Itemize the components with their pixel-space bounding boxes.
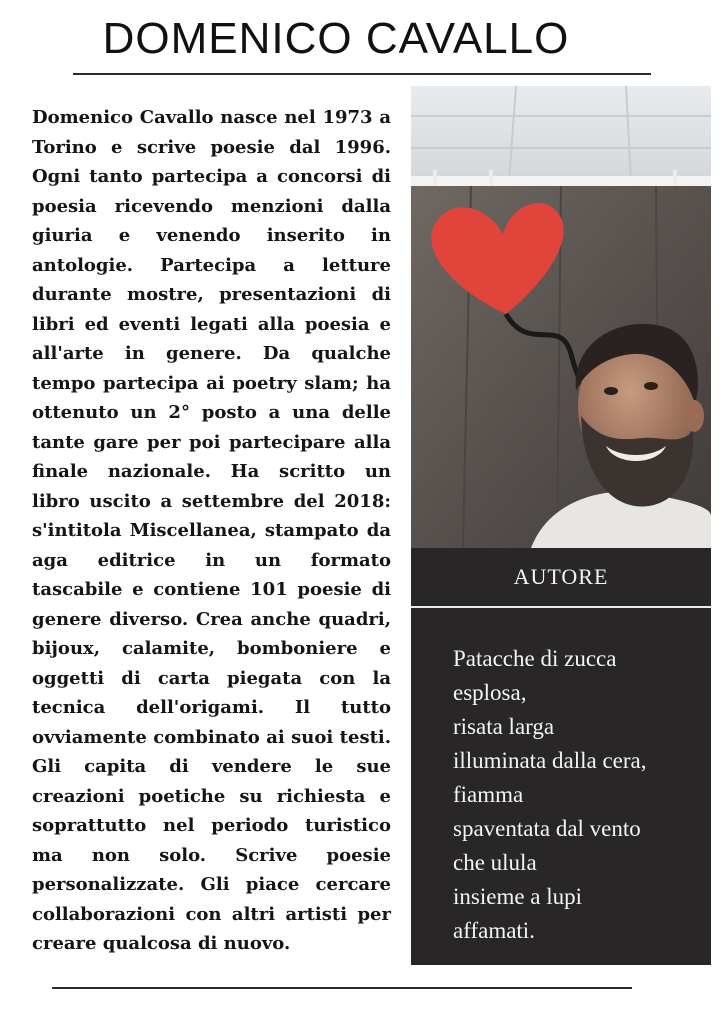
footer-divider xyxy=(52,987,632,989)
author-label-panel xyxy=(411,548,711,606)
page-title: DOMENICO CAVALLO xyxy=(102,14,570,63)
poem-line: insieme a lupi xyxy=(453,884,583,909)
poem-line: Patacche di zucca xyxy=(453,646,617,671)
poem-line: esplosa, xyxy=(453,680,527,705)
poem-line: risata larga xyxy=(453,714,555,739)
poem-line: fiamma xyxy=(453,782,524,807)
poem xyxy=(453,642,705,948)
poem-line: illuminata dalla cera, xyxy=(453,748,647,773)
author-label: AUTORE xyxy=(513,564,609,589)
author-biography: Domenico Cavallo nasce nel 1973 a Torino e scrive poesie dal 1996. Ogni tanto partecipa a concorsi di poesia ricevendo menzioni dalla giuria e venendo inserito in antologie. Partecipa a letture durante mostre, presentazioni di libri ed eventi legati alla poesia e all'arte in genere. Da qualche tempo partecipa ai poetry slam; ha ottenuto un 2° posto a una delle tante gare per poi partecipare alla finale nazionale. Ha scritto un libro uscito a settembre del 2018: s'intitola Miscellanea, stampato da aga editrice in un formato tascabile e contiene 101 poesie di genere diverso. Crea anche quadri, bijoux, calamite, bomboniere e oggetti di carta piegata con la tecnica dell'origami. Il tutto ovviamente combinato ai suoi testi. Gli capita di vendere le sue creazioni poetiche su richiesta e soprattutto nel periodo turistico ma non solo. Scrive poesie personalizzate. Gli piace cercare collaborazioni con altri artisti per creare qualcosa di nuovo. xyxy=(32,107,391,954)
poem-line: che ulula xyxy=(453,850,537,875)
poem-panel xyxy=(411,608,711,965)
poem-line: spaventata dal vento xyxy=(453,816,641,841)
poem-line: affamati. xyxy=(453,918,535,943)
author-photo xyxy=(411,86,711,548)
title-divider xyxy=(73,73,651,75)
